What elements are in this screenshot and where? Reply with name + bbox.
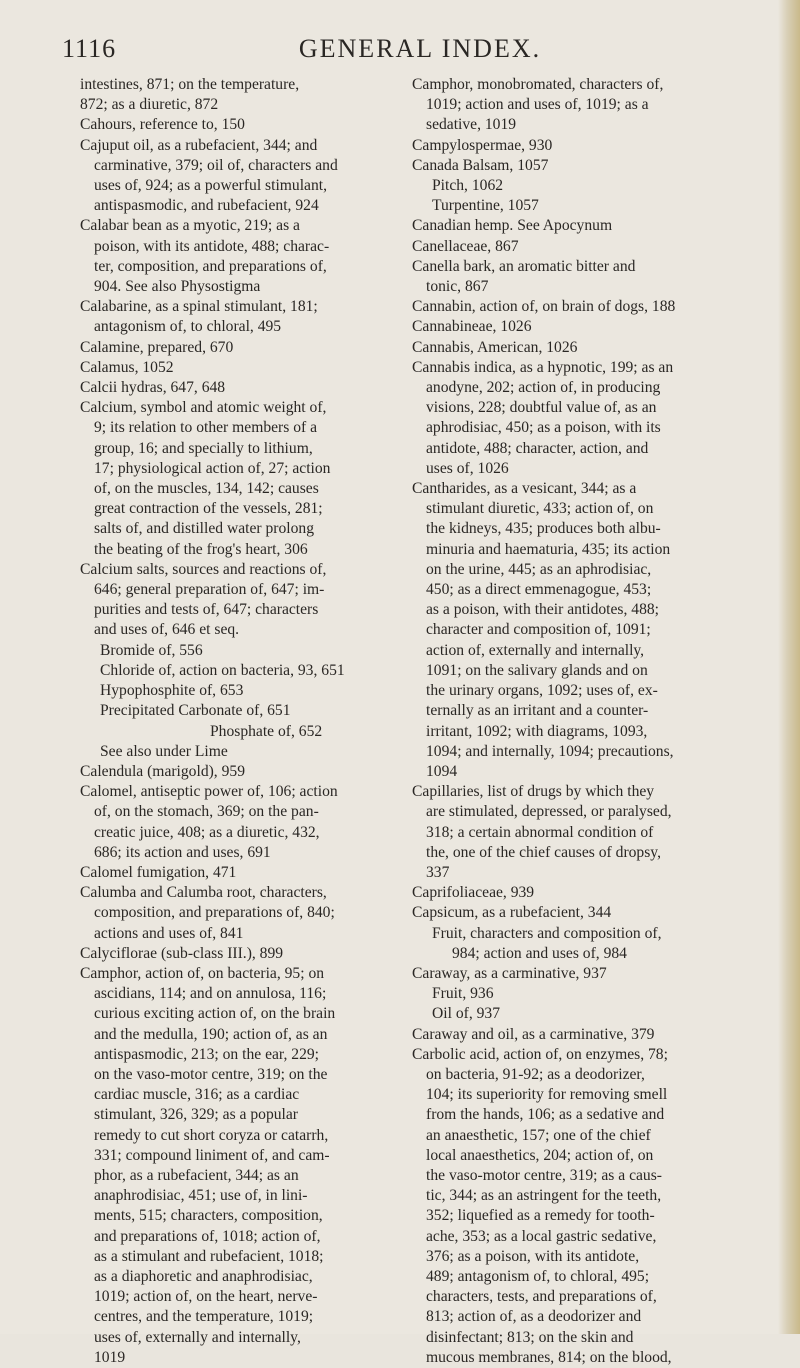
index-entry-continuation: from the hands, 106; as a sedative and <box>426 1106 665 1124</box>
index-entry-continuation: 489; antagonism of, to chloral, 495; <box>426 1267 650 1285</box>
index-entry-continuation: 1094 <box>426 762 458 780</box>
index-entry: Carbolic acid, action of, on enzymes, 78; <box>412 1045 668 1063</box>
index-entry: Canada Balsam, 1057 <box>412 156 549 174</box>
index-entry-continuation: curious exciting action of, on the brain <box>94 1005 336 1023</box>
index-column-right <box>412 75 738 1368</box>
index-subentry: Turpentine, 1057 <box>432 197 539 215</box>
index-entry-continuation: stimulant diuretic, 433; action of, on <box>426 500 654 518</box>
index-entry: Cannabis, American, 1026 <box>412 338 578 356</box>
index-entry-continuation: antagonism of, to chloral, 495 <box>94 318 282 336</box>
index-entry-continuation: 1019; action of, on the heart, nerve- <box>94 1288 318 1306</box>
page-edge <box>778 0 800 1334</box>
index-subentry: Fruit, characters and composition of, <box>432 924 662 942</box>
index-entry-continuation: purities and tests of, 647; characters <box>94 601 319 619</box>
index-subentry: Chloride of, action on bacteria, 93, 651 <box>100 661 345 679</box>
index-entry: Calcium salts, sources and reactions of, <box>80 560 327 578</box>
index-entry-continuation: 686; its action and uses, 691 <box>94 843 271 861</box>
index-entry-continuation: an anaesthetic, 157; one of the chief <box>426 1126 651 1144</box>
index-subentry: Hypophosphite of, 653 <box>100 682 244 700</box>
index-entry: Cannabineae, 1026 <box>412 318 532 336</box>
index-subentry: 984; action and uses of, 984 <box>452 944 627 962</box>
index-subentry: Precipitated Carbonate of, 651 <box>100 702 291 720</box>
index-entry-continuation: and preparations of, 1018; action of, <box>94 1227 321 1245</box>
index-entry: Calumba and Calumba root, characters, <box>80 884 327 902</box>
index-entry-continuation: centres, and the temperature, 1019; <box>94 1308 314 1326</box>
index-entry-continuation: ternally as an irritant and a counter- <box>426 702 649 720</box>
index-entry-continuation: cardiac muscle, 316; as a cardiac <box>94 1086 300 1104</box>
index-entry-continuation: mucous membranes, 814; on the blood, <box>426 1348 672 1366</box>
index-entry-continuation: character and composition of, 1091; <box>426 621 651 639</box>
page-header <box>0 34 800 64</box>
index-entry: Camphor, action of, on bacteria, 95; on <box>80 964 325 982</box>
index-entry-continuation: carminative, 379; oil of, characters and <box>94 156 338 174</box>
index-entry-continuation: salts of, and distilled water prolong <box>94 520 315 538</box>
index-entry-continuation: ascidians, 114; and on annulosa, 116; <box>94 985 327 1003</box>
index-entry-continuation: tonic, 867 <box>426 278 489 296</box>
index-subentry: Fruit, 936 <box>432 985 494 1003</box>
index-entry: Caprifoliaceae, 939 <box>412 884 535 902</box>
index-entry-continuation: minuria and haematuria, 435; its action <box>426 540 671 558</box>
index-entry-continuation: on the urine, 445; as an aphrodisiac, <box>426 560 652 578</box>
index-entry: Camphor, monobromated, characters of, <box>412 76 664 93</box>
index-entry-continuation: ache, 353; as a local gastric sedative, <box>426 1227 657 1245</box>
index-entry-continuation: on the vaso-motor centre, 319; on the <box>94 1065 328 1083</box>
index-entry-continuation: 352; liquefied as a remedy for tooth- <box>426 1207 655 1225</box>
index-entry-continuation: the kidneys, 435; produces both albu- <box>426 520 661 538</box>
index-entry-continuation: 904. See also Physostigma <box>94 278 261 296</box>
index-entry: Calomel fumigation, 471 <box>80 863 237 881</box>
index-entry: Cantharides, as a vesicant, 344; as a <box>412 480 637 498</box>
index-entry-continuation: sedative, 1019 <box>426 116 517 134</box>
index-entry-continuation: of, on the stomach, 369; on the pan- <box>94 803 319 821</box>
index-entry-continuation: phor, as a rubefacient, 344; as an <box>94 1166 299 1184</box>
index-entry-continuation: uses of, 924; as a powerful stimulant, <box>94 177 328 195</box>
index-entry-continuation: characters, tests, and preparations of, <box>426 1288 657 1306</box>
index-entry: Calendula (marigold), 959 <box>80 762 245 780</box>
index-entry: Cannabis indica, as a hypnotic, 199; as an <box>412 358 674 376</box>
index-entry-continuation: creatic juice, 408; as a diuretic, 432, <box>94 823 320 841</box>
index-entry-continuation: 450; as a direct emmenagogue, 453; <box>426 581 652 599</box>
index-entry-continuation: as a stimulant and rubefacient, 1018; <box>94 1247 324 1265</box>
index-entry: Capsicum, as a rubefacient, 344 <box>412 904 612 922</box>
index-entry-continuation: aphrodisiac, 450; as a poison, with its <box>426 419 661 437</box>
index-entry-continuation: antispasmodic, and rubefacient, 924 <box>94 197 319 215</box>
index-entry-continuation: antidote, 488; character, action, and <box>426 439 649 457</box>
index-entry-continuation: 1019; action and uses of, 1019; as a <box>426 96 649 114</box>
index-entry-continuation: tic, 344; as an astringent for the teeth, <box>426 1187 662 1205</box>
index-entry-continuation: antispasmodic, 213; on the ear, 229; <box>94 1045 320 1063</box>
running-head: GENERAL INDEX. <box>298 34 542 63</box>
index-entry: Calyciflorae (sub-class III.), 899 <box>80 944 284 962</box>
index-entry-continuation: of, on the muscles, 134, 142; causes <box>94 480 319 498</box>
index-entry: Calcium, symbol and atomic weight of, <box>80 399 327 417</box>
index-entry: Calamine, prepared, 670 <box>80 338 234 356</box>
index-entry-continuation: are stimulated, depressed, or paralysed, <box>426 803 672 821</box>
index-subentry: Oil of, 937 <box>432 1005 501 1023</box>
index-entry-continuation: group, 16; and specially to lithium, <box>94 439 313 457</box>
index-entry-continuation: local anaesthetics, 204; action of, on <box>426 1146 654 1164</box>
index-entry-continuation: uses of, externally and internally, <box>94 1328 301 1346</box>
index-entry-continuation: stimulant, 326, 329; as a popular <box>94 1106 298 1124</box>
index-entry-continuation: poison, with its antidote, 488; charac- <box>94 237 330 255</box>
index-entry-continuation: 9; its relation to other members of a <box>94 419 318 437</box>
index-entry-continuation: 104; its superiority for removing smell <box>426 1086 668 1104</box>
index-entry-continuation: anaphrodisiac, 451; use of, in lini- <box>94 1187 308 1205</box>
index-entry-continuation: as a diaphoretic and anaphrodisiac, <box>94 1267 313 1285</box>
index-subentry: Bromide of, 556 <box>100 641 203 659</box>
index-entry-continuation: 1091; on the salivary glands and on <box>426 661 648 679</box>
index-entry-continuation: action of, externally and internally, <box>426 641 645 659</box>
index-entry: Calcii hydras, 647, 648 <box>80 379 226 397</box>
index-subentry: Phosphate of, 652 <box>210 722 323 740</box>
index-entry: 872; as a diuretic, 872 <box>80 96 219 114</box>
index-entry-continuation: 17; physiological action of, 27; action <box>94 459 331 477</box>
index-entry: Canella bark, an aromatic bitter and <box>412 257 636 275</box>
index-entry-continuation: 646; general preparation of, 647; im- <box>94 581 325 599</box>
index-entry-continuation: the vaso-motor centre, 319; as a caus- <box>426 1166 662 1184</box>
index-entry: Cannabin, action of, on brain of dogs, 188 <box>412 298 676 316</box>
index-entry-continuation: 1094; and internally, 1094; precautions, <box>426 742 674 760</box>
index-entry: Caraway and oil, as a carminative, 379 <box>412 1025 655 1043</box>
index-entry-continuation: 1019 <box>94 1348 126 1366</box>
index-entry: Calomel, antiseptic power of, 106; action <box>80 783 338 801</box>
index-entry-continuation: disinfectant; 813; on the skin and <box>426 1328 634 1346</box>
index-entry-continuation: as a poison, with their antidotes, 488; <box>426 601 660 619</box>
index-entry: Campylospermae, 930 <box>412 136 553 154</box>
index-entry-continuation: 337 <box>426 863 450 881</box>
index-entry-continuation: anodyne, 202; action of, in producing <box>426 379 661 397</box>
index-entry-continuation: remedy to cut short coryza or catarrh, <box>94 1126 329 1144</box>
index-entry: Calabarine, as a spinal stimulant, 181; <box>80 298 318 316</box>
index-entry-continuation: uses of, 1026 <box>426 459 509 477</box>
index-subentry: Pitch, 1062 <box>432 177 504 195</box>
index-entry: Capillaries, list of drugs by which they <box>412 783 655 801</box>
index-entry: intestines, 871; on the temperature, <box>80 76 300 93</box>
index-subentry: See also under Lime <box>100 742 228 760</box>
index-entry: Cahours, reference to, 150 <box>80 116 245 134</box>
index-entry: Canellaceae, 867 <box>412 237 519 255</box>
index-entry-continuation: the urinary organs, 1092; uses of, ex- <box>426 682 658 700</box>
index-entry-continuation: actions and uses of, 841 <box>94 924 244 942</box>
index-entry: Calabar bean as a myotic, 219; as a <box>80 217 300 235</box>
index-entry-continuation: 813; action of, as a deodorizer and <box>426 1308 642 1326</box>
index-entry-continuation: 376; as a poison, with its antidote, <box>426 1247 640 1265</box>
index-entry-continuation: composition, and preparations of, 840; <box>94 904 335 922</box>
index-entry: Canadian hemp. See Apocynum <box>412 217 613 235</box>
index-entry-continuation: on bacteria, 91-92; as a deodorizer, <box>426 1065 645 1083</box>
index-entry-continuation: irritant, 1092; with diagrams, 1093, <box>426 722 648 740</box>
index-entry: Caraway, as a carminative, 937 <box>412 964 607 982</box>
index-entry: Calamus, 1052 <box>80 358 174 376</box>
index-entry-continuation: visions, 228; doubtful value of, as an <box>426 399 657 417</box>
index-entry-continuation: the, one of the chief causes of dropsy, <box>426 843 661 861</box>
index-entry-continuation: 318; a certain abnormal condition of <box>426 823 654 841</box>
index-entry-continuation: and uses of, 646 et seq. <box>94 621 240 639</box>
index-entry-continuation: the beating of the frog's heart, 306 <box>94 540 308 558</box>
index-entry-continuation: and the medulla, 190; action of, as an <box>94 1025 328 1043</box>
index-entry-continuation: great contraction of the vessels, 281; <box>94 500 323 518</box>
page-number: 1116 <box>62 34 117 63</box>
index-entry: Cajuput oil, as a rubefacient, 344; and <box>80 136 318 154</box>
index-column-left <box>80 75 398 1368</box>
index-entry-continuation: ments, 515; characters, composition, <box>94 1207 323 1225</box>
index-entry-continuation: ter, composition, and preparations of, <box>94 257 327 275</box>
index-entry-continuation: 331; compound liniment of, and cam- <box>94 1146 330 1164</box>
